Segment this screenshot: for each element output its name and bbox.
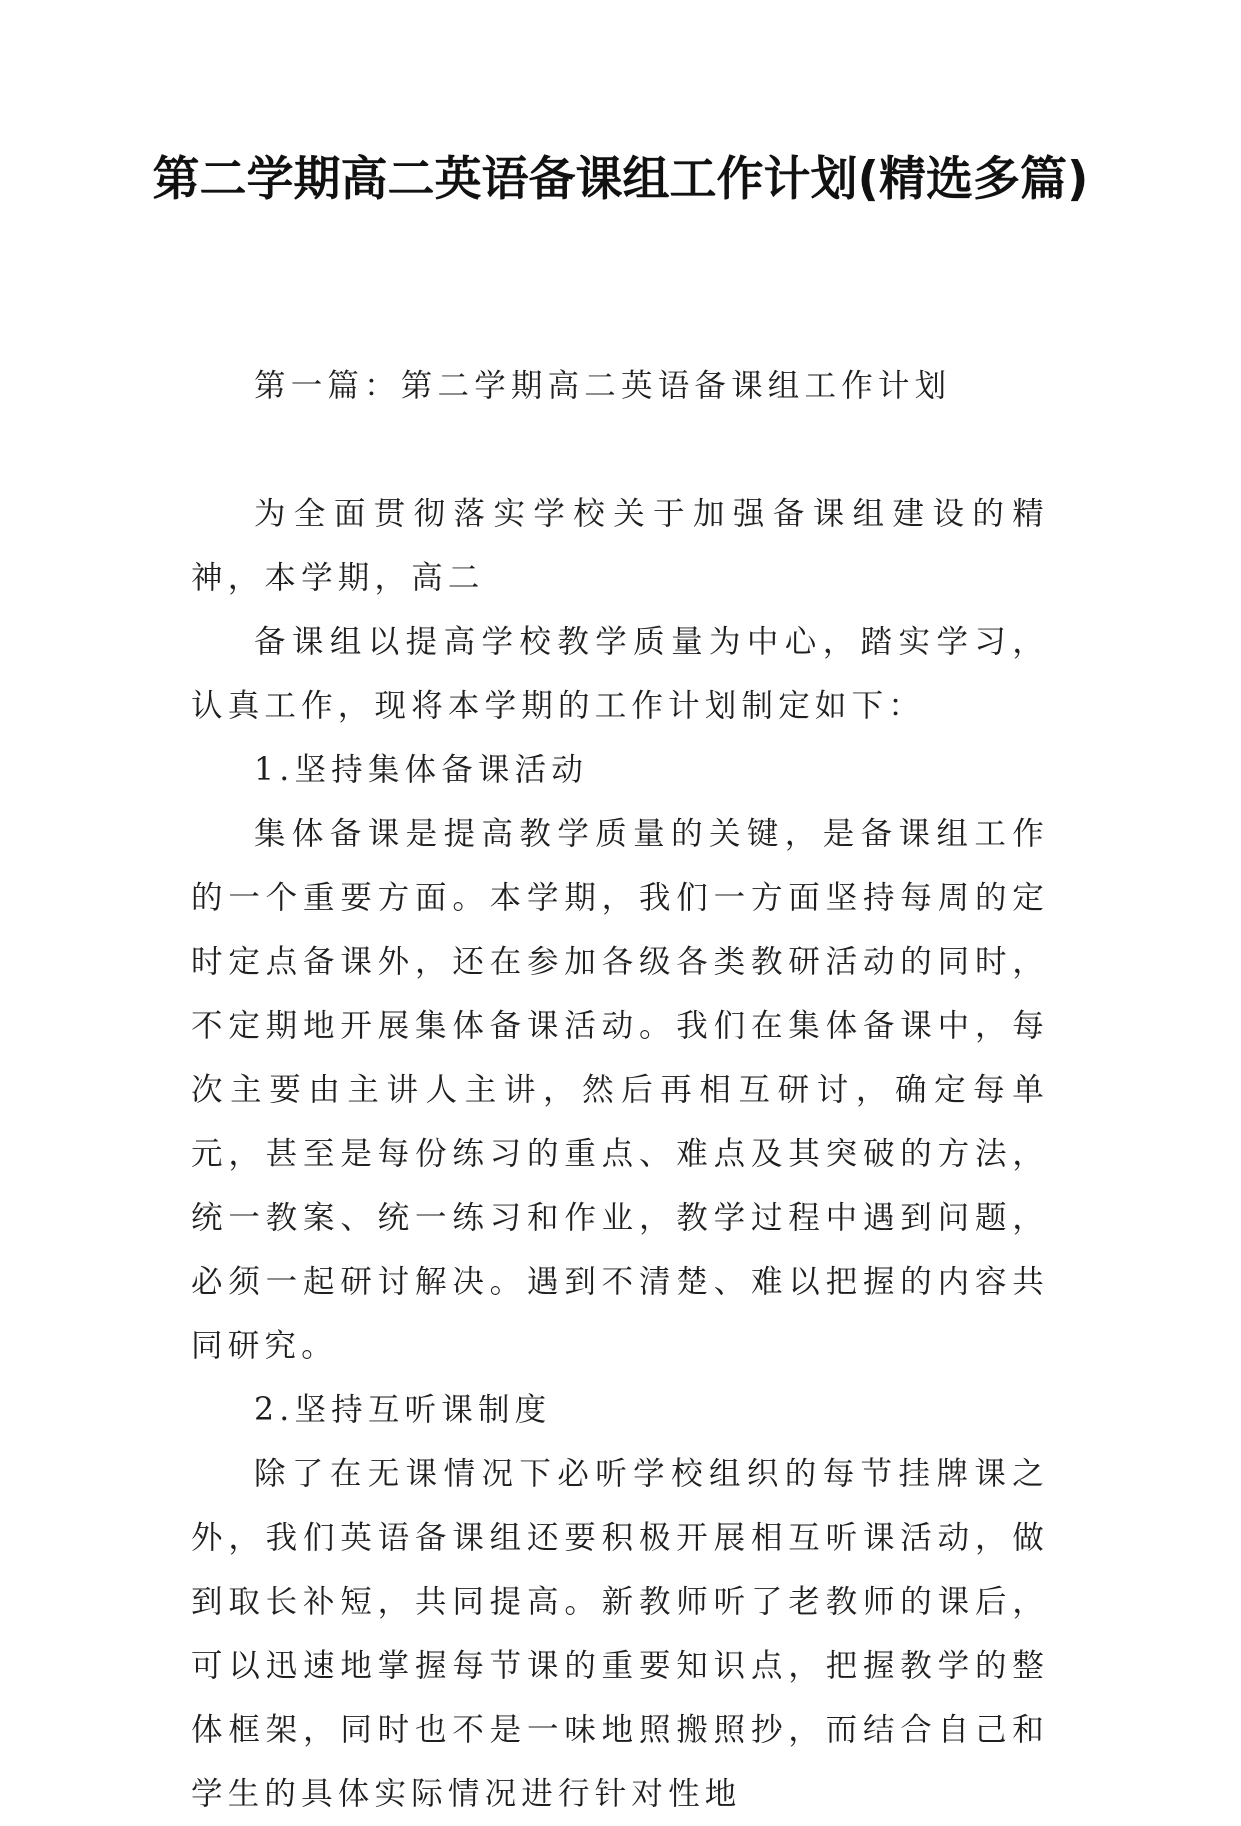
paragraph-intro: 为全面贯彻落实学校关于加强备课组建设的精神，本学期，高二	[191, 496, 1049, 596]
paragraph-plan: 备课组以提高学校教学质量为中心，踏实学习，认真工作，现将本学期的工作计划制定如下：	[191, 624, 1049, 724]
item-heading-2: 2.坚持互听课制度	[254, 1392, 552, 1428]
paragraph-peer-observation: 除了在无课情况下必听学校组织的每节挂牌课之外，我们英语备课组还要积极开展相互听课活动，做到取长补短，共同提高。新教师听了老教师的课后，可以迅速地掌握每节课的重要知识点，把握教学的整体框架，同时也不是一味地照搬照抄，而结合自己和学生的具体实际情况进行针对性地	[191, 1456, 1049, 1812]
document-title: 第二学期高二英语备课组工作计划(精选多篇)	[152, 152, 1089, 207]
section-heading: 第一篇：第二学期高二英语备课组工作计划	[254, 368, 952, 404]
item-heading-1: 1.坚持集体备课活动	[254, 752, 589, 788]
document-body	[191, 354, 1049, 1826]
paragraph-collective-prep: 集体备课是提高教学质量的关键，是备课组工作的一个重要方面。本学期，我们一方面坚持每周的定时定点备课外，还在参加各级各类教研活动的同时，不定期地开展集体备课活动。我们在集体备课中，每次主要由主讲人主讲，然后再相互研讨，确定每单元，甚至是每份练习的重点、难点及其突破的方法，统一教案、统一练习和作业，教学过程中遇到问题，必须一起研讨解决。遇到不清楚、难以把握的内容共同研究。	[191, 816, 1049, 1364]
